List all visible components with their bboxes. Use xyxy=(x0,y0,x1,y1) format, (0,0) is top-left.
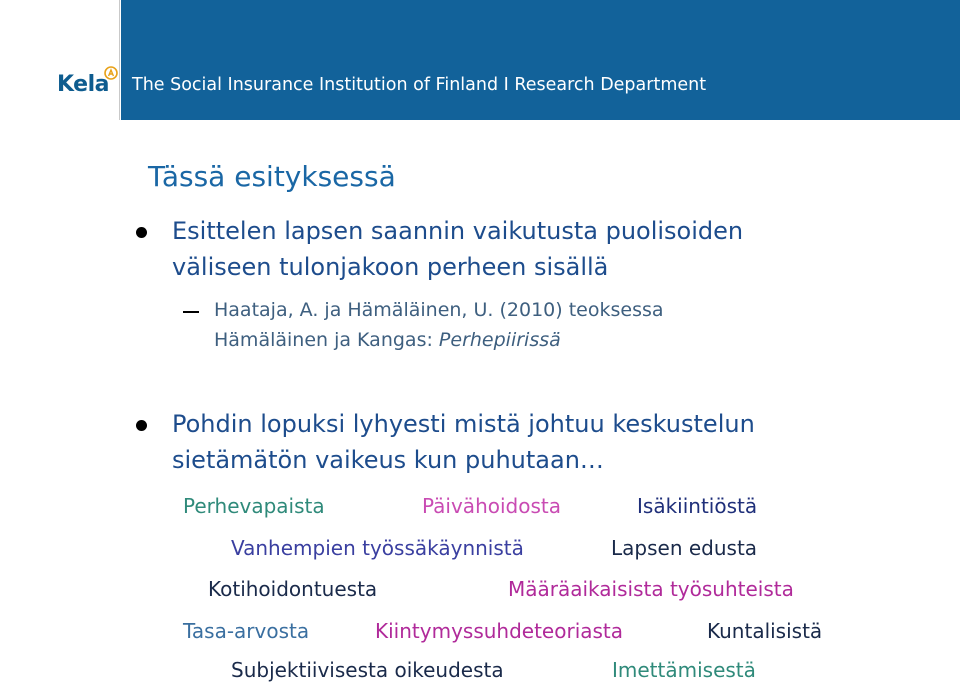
keyword: Isäkiintiöstä xyxy=(637,494,758,518)
bullet-2-line-2: sietämätön vaikeus kun puhutaan… xyxy=(172,446,604,474)
logo-mark-icon xyxy=(104,66,118,80)
keyword: Tasa-arvosta xyxy=(183,619,310,643)
keyword: Kotihoidontuesta xyxy=(208,577,378,601)
keyword: Kuntalisistä xyxy=(707,619,823,643)
sub-bullet-line-2 xyxy=(214,325,561,356)
keyword: Lapsen edusta xyxy=(611,536,758,560)
kela-logo: Kela xyxy=(57,72,109,97)
book-title: Perhepiirissä xyxy=(438,329,561,351)
bullet-1-line-2: väliseen tulonjakoon perheen sisällä xyxy=(172,253,609,281)
slide-title: Tässä esityksessä xyxy=(148,160,396,193)
keyword: Subjektiivisesta oikeudesta xyxy=(231,658,504,682)
keyword: Päivähoidosta xyxy=(422,494,561,518)
keyword: Kiintymyssuhdeteoriasta xyxy=(375,619,624,643)
logo-area xyxy=(0,0,120,120)
sub-bullet-prefix: Hämäläinen ja Kangas: xyxy=(214,329,439,351)
keyword: Vanhempien työssäkäynnistä xyxy=(231,536,524,560)
bullet-icon xyxy=(136,227,147,238)
dash-icon xyxy=(183,311,199,313)
header-banner xyxy=(121,0,960,120)
keyword: Määräaikaisista työsuhteista xyxy=(508,577,794,601)
keyword: Imettämisestä xyxy=(612,658,756,682)
bullet-icon xyxy=(136,420,147,431)
bullet-2-line-1: Pohdin lopuksi lyhyesti mistä johtuu keskustelun xyxy=(172,410,755,438)
sub-bullet-line-1: Haataja, A. ja Hämäläinen, U. (2010) teoksessa xyxy=(214,299,664,321)
banner-title: The Social Insurance Institution of Finland I Research Department xyxy=(132,75,707,95)
header xyxy=(0,0,960,120)
bullet-1-line-1: Esittelen lapsen saannin vaikutusta puolisoiden xyxy=(172,217,744,245)
keyword: Perhevapaista xyxy=(183,494,325,518)
